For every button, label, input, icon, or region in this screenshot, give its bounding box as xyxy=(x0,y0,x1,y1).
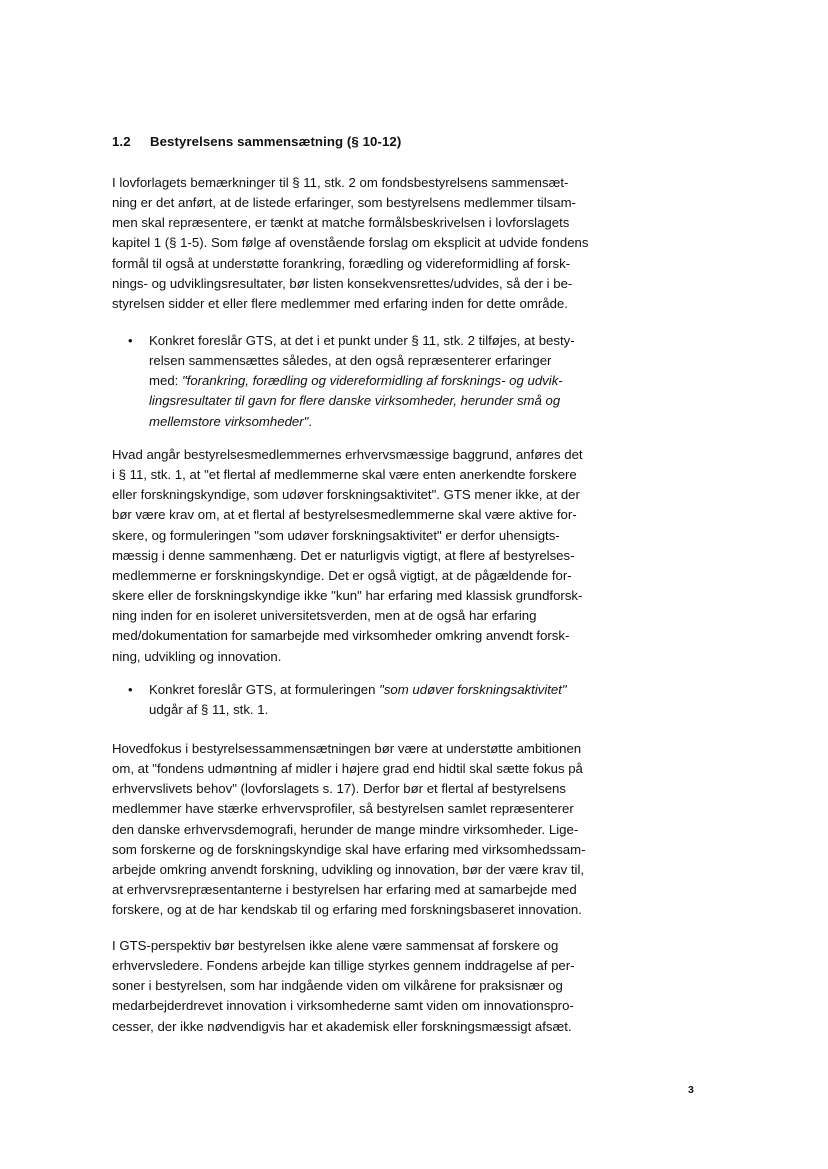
document-page xyxy=(112,0,694,1169)
bullet-line: udgår af § 11, stk. 1. xyxy=(149,702,269,718)
bullet-line xyxy=(149,371,589,391)
paragraph-gts-perspective xyxy=(112,936,588,1037)
bullet-icon: • xyxy=(128,682,133,697)
bullet-lead: med: xyxy=(149,373,182,389)
paragraph-line: I lovforlagets bemærkninger til § 11, stk. 2 om fondsbestyrelsens sammensæt- xyxy=(112,175,569,190)
paragraph-line: styrelsen sidder et eller flere medlemmer med erfaring inden for dette område. xyxy=(112,295,568,311)
paragraph-line: som forskerne og de forskningskyndige skal have erfaring med virksomhedssam- xyxy=(112,841,586,857)
paragraph-line: skere eller de forskningskyndige ikke "kun" har erfaring med klassisk grundforsk- xyxy=(112,588,583,604)
bullet-line: relsen sammensættes således, at den også repræsenterer erfaringer xyxy=(149,353,552,369)
paragraph-line: formål til også at understøtte forankring, forædling og videreformidling af forsk- xyxy=(112,255,571,271)
paragraph-line: nings- og udviklingsresultater, bør listen konsekvensrettes/udvides, så der i be- xyxy=(112,275,573,291)
paragraph-line: erhvervsledere. Fondens arbejde kan tillige styrkes gennem inddragelse af per- xyxy=(112,958,575,974)
page-number: 3 xyxy=(688,1084,694,1096)
paragraph-main-focus xyxy=(112,739,588,920)
paragraph-line: medlemmerne er forskningskyndige. Det er også vigtigt, at de pågældende for- xyxy=(112,567,572,583)
paragraph-line: medlemmer have stærke erhvervsprofiler, så bestyrelsen samlet repræsenterer xyxy=(112,801,574,817)
bullet-quote: "forankring, forædling og videreformidling af forsknings- og udvik- xyxy=(181,373,563,389)
bullet-line xyxy=(149,412,589,432)
paragraph-line: soner i bestyrelsen, som har indgående viden om vilkårene for praksisnær og xyxy=(112,978,563,994)
paragraph-line: cesser, der ikke nødvendigvis har et akademisk eller forskningsmæssigt afsæt. xyxy=(112,1018,572,1034)
bullet-line xyxy=(149,680,589,700)
paragraph-line: skere, og formuleringen "som udøver forskningsaktivitet" er derfor uhensigts- xyxy=(112,527,560,543)
paragraph-line: I GTS-perspektiv bør bestyrelsen ikke alene være sammensat af forskere og xyxy=(112,938,559,953)
paragraph-line: mæssig i denne sammenhæng. Det er naturligvis vigtigt, at flere af bestyrelses- xyxy=(112,547,575,563)
bullet-quote: mellemstore virksomheder" xyxy=(149,413,309,429)
bullet-tail: . xyxy=(308,413,312,429)
paragraph-business-background xyxy=(112,445,588,667)
paragraph-line: ning er det anført, at de listede erfaringer, som bestyrelsens medlemmer tilsam- xyxy=(112,195,576,211)
paragraph-line: ning inden for en isoleret universitetsverden, men at de også har erfaring xyxy=(112,608,537,624)
section-number: 1.2 xyxy=(112,134,131,149)
paragraph-line: i § 11, stk. 1, at "et flertal af medlemmerne skal være enten anerkendte forskere xyxy=(112,467,577,483)
paragraph-board-composition xyxy=(112,173,588,314)
paragraph-line: eller forskningskyndige, som udøver forskningsaktivitet". GTS mener ikke, at der xyxy=(112,487,580,503)
bullet-text xyxy=(149,331,589,432)
paragraph-line: erhvervslivets behov" (lovforslagets s. 17). Derfor bør et flertal af bestyrelsens xyxy=(112,781,566,797)
section-title: Bestyrelsens sammensætning (§ 10-12) xyxy=(150,134,402,149)
paragraph-line: bør være krav om, at et flertal af bestyrelsesmedlemmerne skal være aktive for- xyxy=(112,507,577,523)
paragraph-line: Hovedfokus i bestyrelsessammensætningen bør være at understøtte ambitionen xyxy=(112,741,582,756)
section-heading xyxy=(112,134,401,149)
bullet-text xyxy=(149,680,589,720)
paragraph-line: arbejde omkring anvendt forskning, udvikling og innovation, bør der være krav til, xyxy=(112,861,585,877)
paragraph-line: den danske erhvervsdemografi, herunder de mange mindre virksomheder. Lige- xyxy=(112,821,579,837)
paragraph-line: medarbejderdrevet innovation i virksomhederne samt viden om innovationspro- xyxy=(112,998,574,1014)
bullet-line: Konkret foreslår GTS, at det i et punkt under § 11, stk. 2 tilføjes, at besty- xyxy=(149,333,575,348)
bullet-quote: "som udøver forskningsaktivitet" xyxy=(379,682,567,697)
paragraph-line: Hvad angår bestyrelsesmedlemmernes erhvervsmæssige baggrund, anføres det xyxy=(112,447,583,462)
paragraph-line: forskere, og at de har kendskab til og erfaring med forskningsbaseret innovation. xyxy=(112,902,582,918)
paragraph-line: kapitel 1 (§ 1-5). Som følge af ovenstående forslag om eksplicit at udvide fondens xyxy=(112,235,589,251)
paragraph-line: om, at "fondens udmøntning af midler i højere grad end hidtil skal sætte fokus på xyxy=(112,761,583,777)
paragraph-line: men skal repræsentere, er tænkt at matche formålsbeskrivelsen i lovforslagets xyxy=(112,215,570,231)
bullet-quote: lingsresultater til gavn for flere danske virksomheder, herunder små og xyxy=(149,393,561,409)
bullet-lead: Konkret foreslår GTS, at formuleringen xyxy=(149,682,380,697)
paragraph-line: med/dokumentation for samarbejde med virksomheder omkring anvendt forsk- xyxy=(112,628,570,644)
paragraph-line: at erhvervsrepræsentanterne i bestyrelsen har erfaring med at samarbejde med xyxy=(112,882,577,898)
paragraph-line: ning, udvikling og innovation. xyxy=(112,648,282,664)
bullet-icon: • xyxy=(128,333,133,348)
